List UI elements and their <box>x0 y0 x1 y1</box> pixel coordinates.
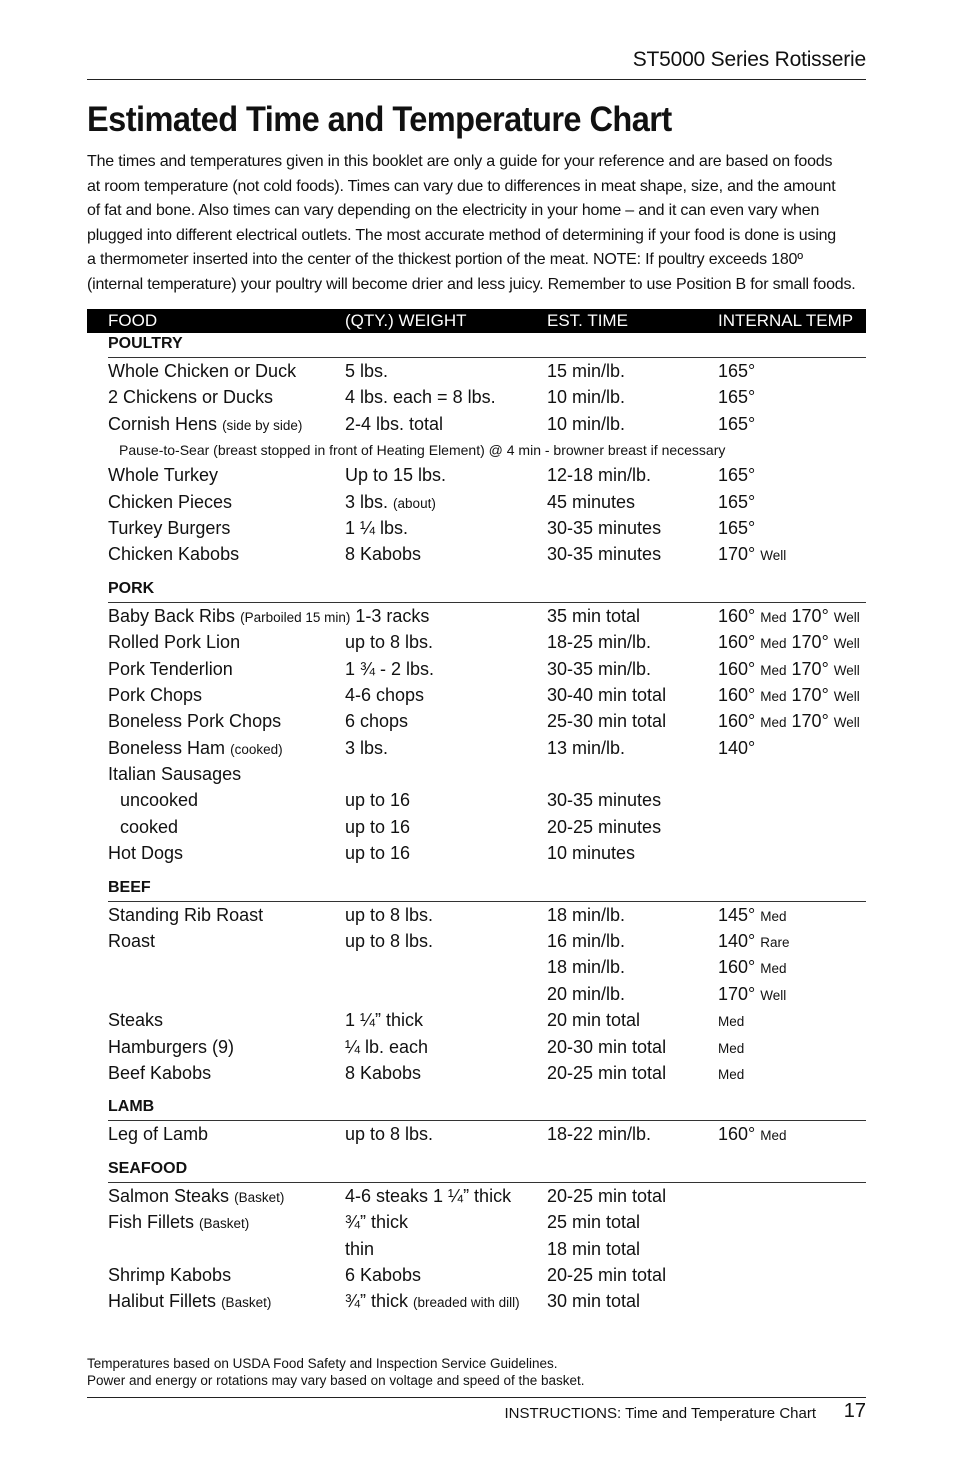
table-row <box>87 603 866 629</box>
time-cell: 13 min/lb. <box>547 737 626 758</box>
temp-value-2: 170° <box>791 684 829 705</box>
weight-value: up to 16 <box>345 843 411 864</box>
table-row <box>87 682 866 708</box>
footer-divider <box>87 1397 866 1398</box>
column-header-time: EST. TIME <box>547 311 628 330</box>
weight-cell <box>345 787 410 813</box>
food-name: Chicken Kabobs <box>108 544 240 565</box>
temp-cell <box>718 708 860 736</box>
table-row <box>87 384 866 410</box>
weight-value: Up to 15 lbs. <box>345 465 447 486</box>
time-cell: 20-25 min total <box>547 1062 667 1083</box>
weight-cell <box>345 1034 428 1060</box>
table-row <box>87 761 866 787</box>
table-row <box>87 515 866 541</box>
weight-cell <box>345 928 433 954</box>
table-row <box>87 1288 866 1314</box>
time-cell: 30-35 minutes <box>547 517 662 538</box>
doneness-label-2: Well <box>833 715 860 731</box>
footnotes <box>87 1355 585 1389</box>
time-cell: 45 minutes <box>547 491 636 512</box>
intro-line: of fat and bone. Also times can vary depending on the electricity in your home – and it can even vary when <box>87 202 820 219</box>
food-cell <box>108 840 183 866</box>
time-cell: 20-30 min total <box>547 1036 667 1057</box>
weight-value: up to 8 lbs. <box>345 1124 434 1145</box>
food-note: (side by side) <box>222 417 303 433</box>
weight-cell <box>345 489 436 517</box>
table-header-row <box>87 309 866 333</box>
food-cell <box>108 462 218 488</box>
weight-cell <box>345 629 433 655</box>
doneness-label: Med <box>760 961 787 977</box>
weight-cell <box>345 1121 433 1147</box>
food-cell <box>108 515 230 541</box>
food-name: Pork Chops <box>108 684 203 705</box>
table-row <box>87 735 866 761</box>
food-cell <box>108 1262 231 1288</box>
doneness-label: Med <box>760 688 787 704</box>
time-cell: 20-25 minutes <box>547 816 662 837</box>
temp-value: 140° <box>718 737 756 758</box>
food-note: (cooked) <box>230 741 283 757</box>
table-row <box>87 1183 866 1209</box>
doneness-label: Med <box>760 715 787 731</box>
table-row <box>87 1121 866 1147</box>
time-cell: 10 min/lb. <box>547 387 626 408</box>
time-cell: 15 min/lb. <box>547 361 626 381</box>
temp-cell <box>718 515 755 541</box>
table-row <box>87 928 866 954</box>
weight-value: 4 lbs. each = 8 lbs. <box>345 387 496 408</box>
weight-value: 1 ¾ - 2 lbs. <box>345 658 435 679</box>
food-name: Boneless Ham <box>108 737 226 758</box>
time-cell: 20 min/lb. <box>547 983 626 1004</box>
column-header-food: FOOD <box>108 311 158 330</box>
food-name: Beef Kabobs <box>108 1062 212 1083</box>
table-row <box>87 1262 866 1288</box>
doneness-label-2: Well <box>833 688 860 704</box>
food-name: Whole Chicken or Duck <box>108 361 297 381</box>
weight-note: (breaded with dill) <box>413 1295 520 1311</box>
section-spacer <box>87 867 866 877</box>
temp-cell <box>718 682 860 710</box>
food-cell <box>108 1209 249 1237</box>
doneness-label: Med <box>718 1040 745 1056</box>
temp-cell <box>718 735 755 761</box>
food-note: (Basket) <box>221 1295 272 1311</box>
weight-value: 4-6 steaks 1 ¼” thick <box>345 1185 512 1206</box>
table-row <box>87 787 866 813</box>
time-cell: 25-30 min total <box>547 711 667 732</box>
temp-value: 160° <box>718 632 756 653</box>
time-cell: 25 min total <box>547 1212 641 1233</box>
food-cell <box>120 787 198 813</box>
food-name: Halibut Fillets <box>108 1291 217 1312</box>
food-name: Leg of Lamb <box>108 1124 209 1145</box>
weight-note: (about) <box>393 495 436 511</box>
food-cell <box>120 814 178 840</box>
table-row <box>87 411 866 437</box>
weight-value: up to 16 <box>345 790 411 811</box>
food-name: Italian Sausages <box>108 764 242 785</box>
table-row <box>87 489 866 515</box>
food-name: 2 Chickens or Ducks <box>108 387 274 408</box>
food-name: Salmon Steaks <box>108 1185 230 1206</box>
temp-value: 170° <box>718 983 756 1004</box>
weight-cell <box>345 358 388 384</box>
temp-value: 160° <box>718 605 756 626</box>
food-name: Pork Tenderlion <box>108 658 233 679</box>
weight-cell <box>345 708 408 734</box>
table-row <box>87 1007 866 1033</box>
temp-cell <box>718 603 860 631</box>
temp-value: 165° <box>718 361 756 381</box>
food-cell <box>108 384 273 410</box>
table-row <box>87 954 866 980</box>
temp-cell <box>718 981 786 1009</box>
food-note: (Parboiled 15 min) <box>240 609 351 625</box>
table-row <box>87 840 866 866</box>
weight-value: 4-6 chops <box>345 684 425 705</box>
food-cell <box>108 928 155 954</box>
intro-line: at room temperature (not cold foods). Times can vary due to differences in meat shape, size, and the amount <box>87 177 836 195</box>
time-cell: 18 min/lb. <box>547 904 626 925</box>
weight-value: ¼ lb. each <box>345 1036 429 1057</box>
weight-value: ¾” thick <box>345 1212 409 1233</box>
time-cell: 35 min total <box>547 605 641 626</box>
table-row <box>87 902 866 928</box>
food-name: cooked <box>120 816 179 837</box>
temp-value: 170° <box>718 544 756 565</box>
food-cell <box>108 411 302 439</box>
section-heading: POULTRY <box>108 333 866 358</box>
weight-value: 5 lbs. <box>345 361 389 381</box>
food-name: uncooked <box>120 790 199 811</box>
table-row <box>87 1236 866 1262</box>
weight-value: up to 8 lbs. <box>345 931 434 952</box>
weight-cell <box>345 1183 511 1209</box>
temp-value-2: 170° <box>791 605 829 626</box>
doneness-label-2: Well <box>833 609 860 625</box>
section-heading: BEEF <box>108 877 866 902</box>
weight-cell <box>345 1236 374 1262</box>
weight-value: thin <box>345 1238 375 1259</box>
food-name: Boneless Pork Chops <box>108 711 282 732</box>
food-name: Steaks <box>108 1010 164 1031</box>
time-cell: 20 min total <box>547 1010 641 1031</box>
temp-cell <box>718 1121 787 1149</box>
temp-cell <box>718 489 755 515</box>
weight-value: ¾” thick <box>345 1291 409 1312</box>
section-heading: LAMB <box>108 1096 866 1121</box>
temp-cell <box>718 1007 744 1035</box>
food-name: Fish Fillets <box>108 1212 195 1233</box>
food-cell <box>108 1183 284 1211</box>
doneness-label: Med <box>760 609 787 625</box>
time-cell: 30-35 minutes <box>547 544 662 565</box>
weight-value: up to 16 <box>345 816 411 837</box>
weight-value: up to 8 lbs. <box>345 904 434 925</box>
food-cell <box>108 1288 271 1316</box>
food-cell <box>108 1121 208 1147</box>
weight-value: 8 Kabobs <box>345 1062 422 1083</box>
table-note: Pause-to-Sear (breast stopped in front of Heating Element) @ 4 min - browner breast if necessary <box>119 442 726 459</box>
time-cell: 30-35 minutes <box>547 790 662 811</box>
time-cell: 12-18 min/lb. <box>547 465 652 486</box>
food-name: Hamburgers (9) <box>108 1036 235 1057</box>
temp-value-2: 170° <box>791 632 829 653</box>
food-cell <box>108 358 296 384</box>
time-temperature-table <box>87 309 866 1315</box>
column-header-temp: INTERNAL TEMP <box>718 311 854 330</box>
time-cell: 30-35 min/lb. <box>547 658 652 679</box>
doneness-label: Med <box>760 662 787 678</box>
table-row <box>87 814 866 840</box>
doneness-label: Med <box>760 636 787 652</box>
food-cell <box>108 708 281 734</box>
weight-cell <box>345 902 433 928</box>
food-cell <box>108 1007 163 1033</box>
time-cell: 30-40 min total <box>547 684 667 705</box>
column-header-weight: (QTY.) WEIGHT <box>345 311 467 330</box>
intro-line: (internal temperature) your poultry will become drier and less juicy. Remember to use Position B for small foods. <box>87 275 856 293</box>
table-row <box>87 462 866 488</box>
table-row <box>87 1209 866 1235</box>
table-row <box>87 629 866 655</box>
weight-cell <box>345 1262 421 1288</box>
doneness-label: Med <box>760 1128 787 1144</box>
doneness-label-2: Well <box>833 662 860 678</box>
food-cell <box>108 541 239 567</box>
temp-cell <box>718 462 755 488</box>
food-cell <box>108 902 263 928</box>
food-cell <box>108 735 283 763</box>
food-cell <box>108 1034 234 1060</box>
time-cell: 10 min/lb. <box>547 413 626 434</box>
intro-line: a thermometer inserted into the center of the thickest portion of the meat. NOTE: If poultry exceeds 180º <box>87 251 803 268</box>
time-cell: 18 min total <box>547 1238 641 1259</box>
weight-cell <box>345 1288 520 1316</box>
temp-value: 140° <box>718 931 756 952</box>
intro-paragraph <box>87 150 877 297</box>
temp-value: 160° <box>718 658 756 679</box>
weight-value: up to 8 lbs. <box>345 632 434 653</box>
table-row <box>87 541 866 567</box>
time-cell: 30 min total <box>547 1291 641 1312</box>
food-name: Shrimp Kabobs <box>108 1264 232 1285</box>
doneness-label: Well <box>760 987 787 1003</box>
weight-cell <box>345 384 496 410</box>
table-row <box>87 1060 866 1086</box>
weight-value: 1 ¼” thick <box>345 1010 424 1031</box>
intro-line: plugged into different electrical outlets. The most accurate method of determining if your food is done is using <box>87 226 837 244</box>
weight-value: 3 lbs. <box>345 491 389 512</box>
food-name: Cornish Hens <box>108 413 218 434</box>
temp-cell <box>718 928 790 956</box>
temp-cell <box>718 902 787 930</box>
food-name: Chicken Pieces <box>108 491 233 512</box>
section-heading: PORK <box>108 578 866 603</box>
doneness-label: Med <box>718 1066 745 1082</box>
weight-cell <box>345 840 410 866</box>
weight-cell <box>345 411 443 437</box>
doneness-label: Well <box>760 548 787 564</box>
temp-value: 145° <box>718 904 756 925</box>
food-name: Roast <box>108 931 156 952</box>
table-body <box>87 333 866 1315</box>
weight-value: 6 chops <box>345 711 409 732</box>
food-cell <box>108 761 241 787</box>
temp-cell <box>718 1060 744 1088</box>
weight-cell <box>345 1060 421 1086</box>
time-cell: 10 minutes <box>547 843 636 864</box>
time-cell: 20-25 min total <box>547 1185 667 1206</box>
temp-value: 165° <box>718 517 756 538</box>
temp-value-2: 170° <box>791 658 829 679</box>
temp-value: 165° <box>718 465 756 486</box>
doneness-label: Med <box>718 1014 745 1030</box>
time-cell: 18-25 min/lb. <box>547 632 652 653</box>
section-heading: SEAFOOD <box>108 1158 866 1183</box>
weight-cell <box>345 1209 408 1235</box>
food-note: (Basket) <box>199 1216 250 1232</box>
food-cell <box>108 629 240 655</box>
weight-cell <box>345 1007 423 1033</box>
time-cell: 18-22 min/lb. <box>547 1124 652 1145</box>
food-cell <box>108 603 429 631</box>
weight-cell <box>345 462 446 488</box>
temp-cell <box>718 411 755 437</box>
time-cell: 18 min/lb. <box>547 957 626 978</box>
time-cell: 20-25 min total <box>547 1264 667 1285</box>
food-quantity: 1-3 racks <box>355 605 430 626</box>
footnote: Power and energy or rotations may vary based on voltage and speed of the basket. <box>87 1373 585 1388</box>
temp-value: 165° <box>718 491 756 512</box>
weight-value: 3 lbs. <box>345 737 389 758</box>
temp-value: 160° <box>718 684 756 705</box>
temp-value: 165° <box>718 413 756 434</box>
header-title: ST5000 Series Rotisserie <box>632 48 866 71</box>
temp-cell <box>718 358 755 384</box>
food-cell <box>108 656 233 682</box>
table-row <box>87 358 866 384</box>
weight-cell <box>345 541 421 567</box>
temp-value: 165° <box>718 387 756 408</box>
weight-cell <box>345 682 424 708</box>
doneness-label: Rare <box>760 935 790 951</box>
weight-cell <box>345 814 410 840</box>
table-row <box>87 981 866 1007</box>
temp-cell <box>718 384 755 410</box>
temp-cell <box>718 541 786 569</box>
time-cell: 16 min/lb. <box>547 931 626 952</box>
page-number: 17 <box>843 1400 866 1422</box>
food-name: Turkey Burgers <box>108 517 231 538</box>
doneness-label: Med <box>760 908 787 924</box>
header-divider <box>87 79 866 80</box>
temp-value: 160° <box>718 1124 756 1145</box>
weight-cell <box>345 515 408 541</box>
food-cell <box>108 489 232 515</box>
temp-cell <box>718 629 860 657</box>
doneness-label-2: Well <box>833 636 860 652</box>
table-row <box>87 1034 866 1060</box>
food-cell <box>108 682 202 708</box>
food-note: (Basket) <box>234 1189 285 1205</box>
food-name: Hot Dogs <box>108 843 184 864</box>
table-row <box>87 708 866 734</box>
page-title: Estimated Time and Temperature Chart <box>87 100 672 139</box>
section-spacer <box>87 1086 866 1096</box>
food-cell <box>108 1060 211 1086</box>
temp-cell <box>718 656 860 684</box>
food-name: Standing Rib Roast <box>108 904 264 925</box>
food-name: Baby Back Ribs <box>108 605 236 626</box>
table-row <box>87 656 866 682</box>
weight-cell <box>345 735 388 761</box>
weight-value: 2-4 lbs. total <box>345 413 444 434</box>
weight-value: 8 Kabobs <box>345 544 422 565</box>
temp-cell <box>718 954 787 982</box>
temp-value: 160° <box>718 711 756 732</box>
temp-value-2: 170° <box>791 711 829 732</box>
food-name: Rolled Pork Lion <box>108 632 241 653</box>
intro-line: The times and temperatures given in this booklet are only a guide for your reference and are based on foods <box>87 153 833 170</box>
food-name: Whole Turkey <box>108 465 219 486</box>
weight-value: 1 ¼ lbs. <box>345 517 409 538</box>
temp-value: 160° <box>718 957 756 978</box>
footnote: Temperatures based on USDA Food Safety and Inspection Service Guidelines. <box>87 1356 558 1371</box>
footer-section-label: INSTRUCTIONS: Time and Temperature Chart <box>504 1405 816 1422</box>
weight-cell <box>345 656 434 682</box>
weight-value: 6 Kabobs <box>345 1264 422 1285</box>
temp-cell <box>718 1034 744 1062</box>
